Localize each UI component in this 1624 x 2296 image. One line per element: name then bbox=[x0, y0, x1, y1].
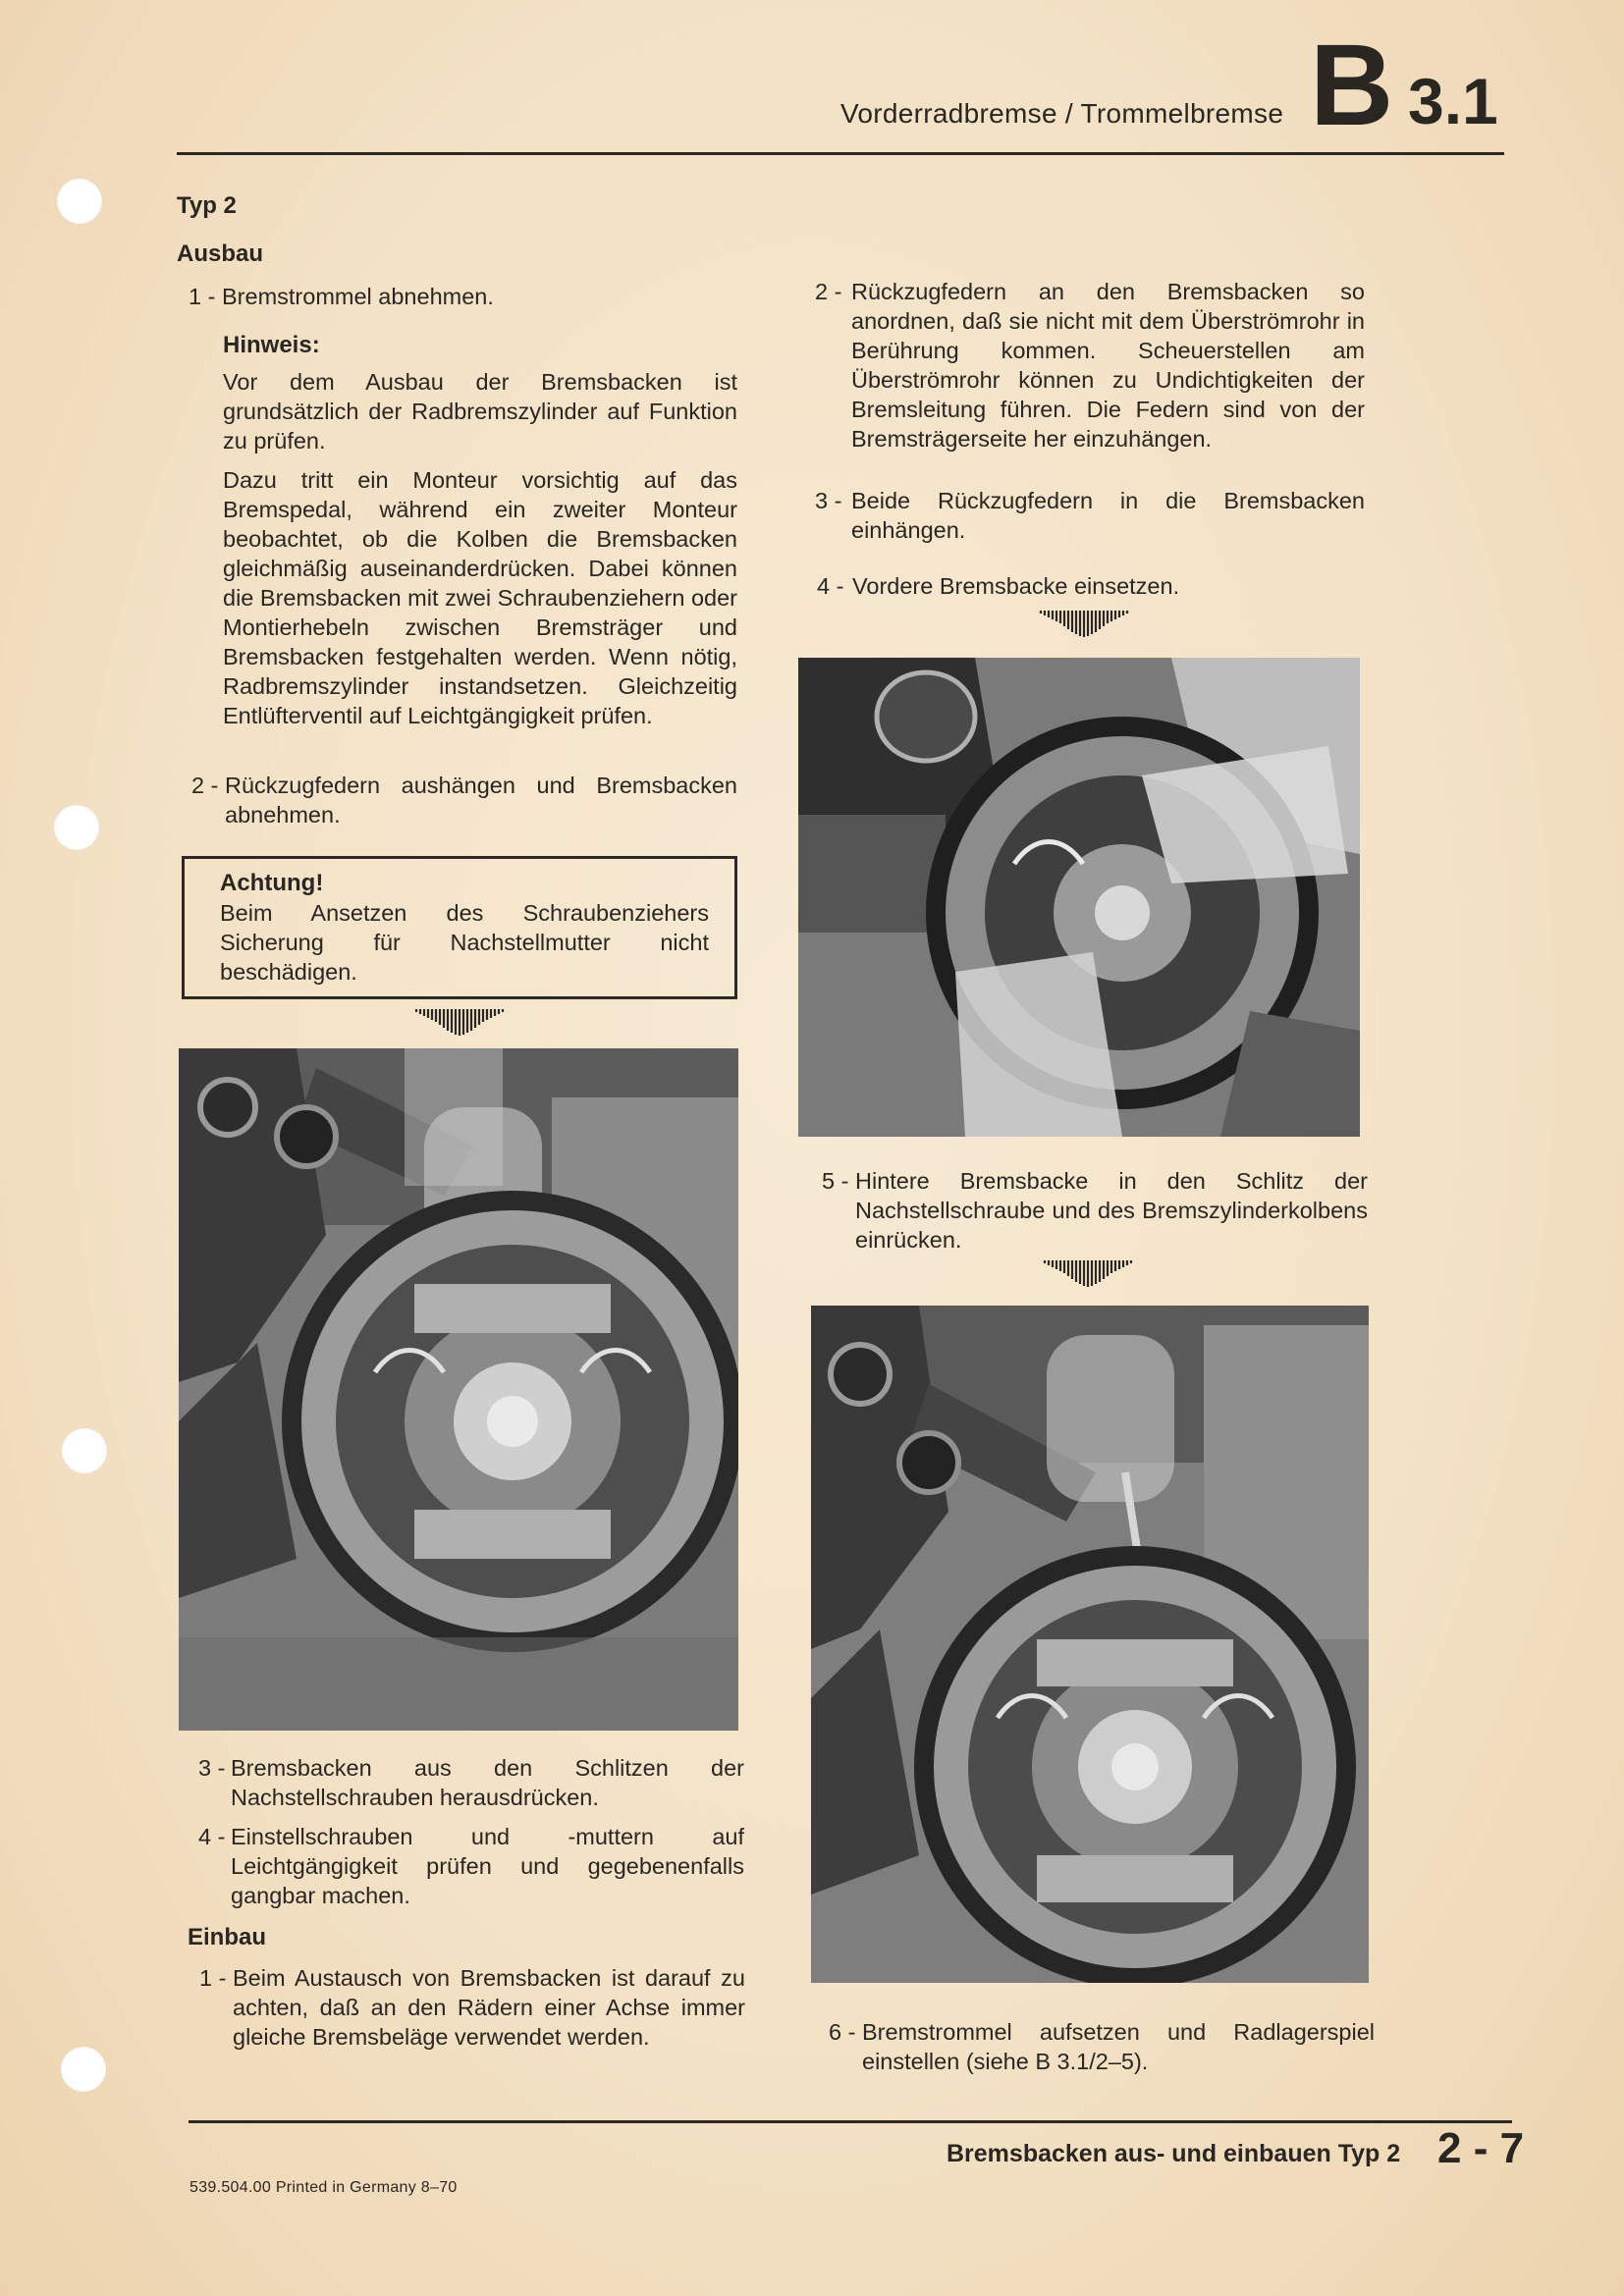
hinweis-paragraph-2: Dazu tritt ein Monteur vorsichtig auf das Bremspedal, während ein zweiter Monteur beobachtet, ob die Kolben die Bremsbacken gleichmäßig auseinanderdrücken. Dabei können die Bremsbacken mit zwei Schraubenziehern oder Montierhebeln zwischen Bremsträger und Bremsbacken festgehalten werden. Wenn nötig, Radbremszylinder instandsetzen. Gleichzeitig Entlüfterventil auf Leichtgängigkeit prüfen. bbox=[223, 467, 737, 728]
photo-front-shoe-insert bbox=[798, 658, 1360, 1137]
achtung-text: Beim Ansetzen des Schraubenziehers Sicherung für Nachstellmutter nicht beschädigen. bbox=[220, 900, 709, 985]
step-number: 6 - bbox=[829, 2019, 856, 2045]
einbau-step-5 bbox=[822, 1166, 1368, 1255]
step-number: 1 - bbox=[199, 1965, 227, 1991]
ausbau-step-2 bbox=[191, 771, 737, 829]
step-text: Bremsbacken aus den Schlitzen der Nachstellschrauben herausdrücken. bbox=[231, 1755, 744, 1810]
photo-brake-shoe-removal bbox=[179, 1048, 738, 1731]
einbau-step-6 bbox=[829, 2017, 1375, 2076]
step-text: Rückzugfedern an den Bremsbacken so anordnen, daß sie nicht mit dem Überströmrohr in Berührung kommen. Scheuerstellen am Überströmrohr können zu Undichtigkeiten der Bremsleitung führen. Die Federn sind von der Bremsträgerseite her einzuhängen. bbox=[851, 279, 1365, 452]
photo-rear-shoe-insert bbox=[811, 1306, 1369, 1983]
step-number: 3 - bbox=[198, 1755, 226, 1781]
section-letter: B bbox=[1310, 21, 1394, 150]
achtung-box bbox=[182, 856, 737, 999]
step-number: 3 - bbox=[815, 488, 842, 513]
step-number: 2 - bbox=[191, 773, 219, 798]
step-number: 4 - bbox=[198, 1824, 226, 1849]
punch-hole bbox=[62, 1428, 107, 1473]
punch-hole bbox=[57, 179, 102, 224]
page-number: 2 - 7 bbox=[1437, 2124, 1525, 2172]
step-text: Beim Austausch von Bremsbacken ist darauf zu achten, daß an den Rädern einer Achse immer gleiche Bremsbeläge verwendet werden. bbox=[233, 1965, 745, 2050]
ausbau-step-4 bbox=[198, 1822, 744, 1910]
einbau-step-4 bbox=[817, 571, 1367, 601]
ausbau-step-3 bbox=[198, 1753, 744, 1812]
footer-title: Bremsbacken aus- und einbauen Typ 2 bbox=[947, 2140, 1401, 2167]
step-text: Bremstrommel aufsetzen und Radlagerspiel einstellen (siehe B 3.1/2–5). bbox=[862, 2019, 1375, 2074]
step-text: Rückzugfedern aushängen und Bremsbacken abnehmen. bbox=[225, 773, 737, 828]
print-line: 539.504.00 Printed in Germany 8–70 bbox=[189, 2179, 458, 2196]
punch-hole bbox=[54, 805, 99, 850]
step-number: 1 - bbox=[189, 284, 216, 309]
achtung-heading: Achtung! bbox=[220, 870, 324, 896]
header-rule bbox=[177, 152, 1504, 155]
footer-rule bbox=[189, 2120, 1512, 2123]
punch-hole bbox=[61, 2047, 106, 2092]
step-text: Bremstrommel abnehmen. bbox=[222, 284, 494, 309]
step-number: 2 - bbox=[815, 279, 842, 304]
step-number: 4 - bbox=[817, 573, 844, 599]
step-number: 5 - bbox=[822, 1168, 849, 1194]
hinweis-heading: Hinweis: bbox=[223, 332, 320, 358]
einbau-step-3 bbox=[815, 486, 1365, 545]
down-arrow-icon bbox=[410, 1007, 509, 1037]
typ-heading: Typ 2 bbox=[177, 192, 237, 219]
step-text: Vordere Bremsbacke einsetzen. bbox=[852, 573, 1180, 599]
einbau-step-1 bbox=[199, 1963, 745, 2052]
section-number: 3.1 bbox=[1408, 65, 1498, 137]
step-text: Beide Rückzugfedern in die Bremsbacken einhängen. bbox=[851, 488, 1365, 543]
einbau-heading: Einbau bbox=[188, 1924, 267, 1950]
einbau-step-2 bbox=[815, 277, 1365, 454]
step-text: Hintere Bremsbacke in den Schlitz der Nachstellschraube und des Bremszylinderkolbens einrücken. bbox=[855, 1168, 1368, 1253]
header-title: Vorderradbremse / Trommelbremse bbox=[840, 98, 1284, 129]
hinweis-paragraph-1: Vor dem Ausbau der Bremsbacken ist grundsätzlich der Radbremszylinder auf Funktion zu prüfen. bbox=[223, 369, 737, 454]
step-text: Einstellschrauben und -muttern auf Leichtgängigkeit prüfen und gegebenenfalls gangbar machen. bbox=[231, 1824, 744, 1908]
down-arrow-icon bbox=[1039, 1258, 1137, 1288]
ausbau-step-1 bbox=[189, 282, 738, 311]
down-arrow-icon bbox=[1035, 609, 1133, 638]
ausbau-heading: Ausbau bbox=[177, 240, 264, 267]
